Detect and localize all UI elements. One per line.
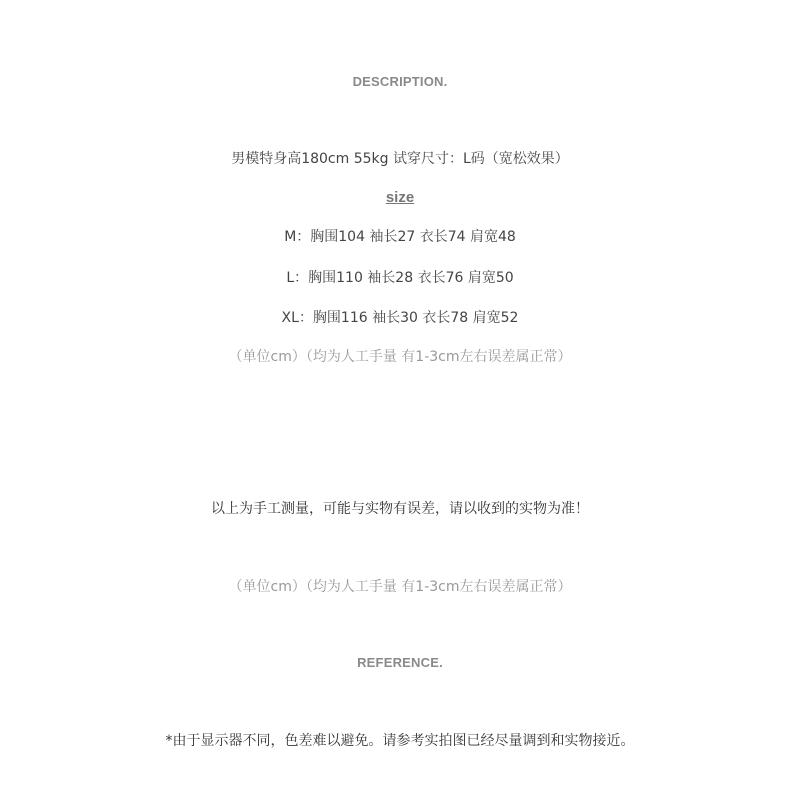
size-row-xl: XL：胸围116 袖长30 衣长78 肩宽52 (281, 310, 519, 326)
size-row-m: M：胸围104 袖长27 衣长74 肩宽48 (284, 229, 516, 245)
reference-heading: REFERENCE. (357, 655, 443, 670)
size-row-l: L：胸围110 袖长28 衣长76 肩宽50 (286, 270, 514, 286)
unit-note-repeat: （单位cm）（均为人工手量 有1-3cm左右误差属正常） (228, 579, 572, 595)
unit-note: （单位cm）（均为人工手量 有1-3cm左右误差属正常） (228, 349, 572, 365)
color-difference-note: *由于显示器不同，色差难以避免。请参考实拍图已经尽量调到和实物接近。 (165, 733, 635, 749)
model-info-text: 男模特身高180cm 55kg 试穿尺寸：L码（宽松效果） (231, 151, 569, 167)
description-heading: DESCRIPTION. (352, 74, 448, 89)
measurement-disclaimer: 以上为手工测量，可能与实物有误差，请以收到的实物为准！ (211, 501, 589, 517)
size-title: size (385, 189, 415, 206)
